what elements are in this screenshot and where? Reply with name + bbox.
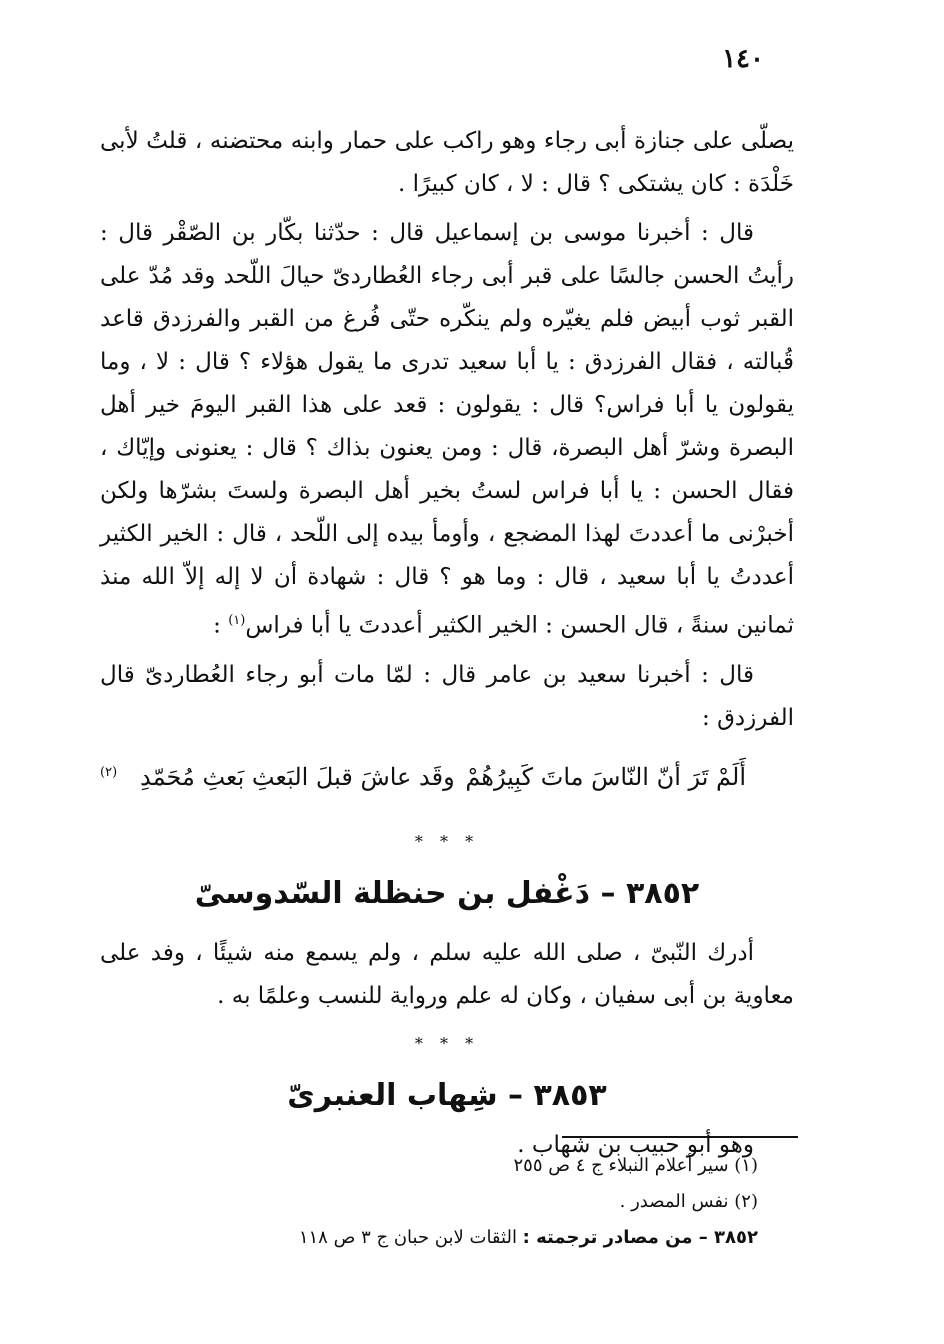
- paragraph-hasan-farazdaq: [100, 212, 794, 648]
- footnote-3-source: الثقات لابن حبان ج ٣ ص ١١٨: [298, 1227, 523, 1248]
- poem-second-hemistich: [100, 748, 455, 802]
- entry-body-3853: وهو أبو حبيب بن شهاب .: [517, 1131, 754, 1158]
- footnote-2: (٢) نفس المصدر .: [619, 1191, 758, 1212]
- footnote-1: (١) سير أعلام النبلاء ج ٤ ص ٢٥٥: [513, 1155, 758, 1176]
- footnotes: [198, 1148, 758, 1256]
- section-separator: * * *: [414, 831, 480, 851]
- paragraph-continuation: يصلّى على جنازة أبى رجاء وهو راكب على حمار وابنه محتضنه ، قلتُ لأبى خَلْدَة : كان يشتكى ؟ قال : لا ، كان كبيرًا .: [100, 128, 794, 197]
- footnote-3-lead: ٣٨٥٢ – من مصادر ترجمته :: [522, 1227, 758, 1248]
- footnote-divider: [562, 1136, 798, 1138]
- poem-second-hemistich-text: وقَد عاشَ قبلَ البَعثِ بَعثِ مُحَمّدِ: [140, 762, 455, 791]
- entry-body-3852: أدرك النّبىّ ، صلى الله عليه سلم ، ولم يسمع منه شيئًا ، وفد على معاوية بن أبى سفيان ، وكان له علم ورواية للنسب وعلمًا به .: [100, 939, 794, 1009]
- poem-verse: [100, 748, 794, 802]
- entry-heading-3853: ٣٨٥٣ – شِهاب العنبرىّ: [287, 1077, 607, 1113]
- paragraph-farazdaq-poem-intro: قال : أخبرنا سعيد بن عامر قال : لمّا مات أبو رجاء العُطاردىّ قال الفرزدق :: [100, 661, 794, 731]
- poem-first-hemistich: أَلَمْ تَرَ أنّ النّاسَ ماتَ كَبِيرُهُمْ: [465, 762, 746, 791]
- section-separator: * * *: [414, 1033, 480, 1053]
- footnote-ref-2[interactable]: (٢): [100, 764, 118, 780]
- entry-heading-3852: ٣٨٥٢ – دَغْفل بن حنظلة السّدوسىّ: [194, 875, 700, 911]
- page-number: ١٤٠: [722, 44, 764, 74]
- main-text: [100, 120, 794, 1167]
- paragraph-hasan-farazdaq-text: قال : أخبرنا موسى بن إسماعيل قال : حدّثنا بكّار بن الصّقْر قال : رأيتُ الحسن جالسًا على قبر أبى رجاء العُطاردىّ حيالَ اللّحد وقد مُدّ على القبر ثوب أبيض فلم يغيّره ولم ينكّره حتّى فُرغ من القبر والفرزدق قاعد قُبالته ، فقال الفرزدق : يا أبا سعيد تدرى ما يقول هؤلاء ؟ قال : لا ، وما يقولون يا أبا فراس؟ قال : يقولون : قعد على هذا القبر اليومَ خير أهل البصرة وشرّ أهل البصرة، قال : ومن يعنون بذاك ؟ قال : يعنونى وإيّاك ، فقال الحسن : يا أبا فراس لستُ بخير أهل البصرة ولستَ بشرّها ولكن أخبرْنى ما أعددتَ لهذا المضجع ، وأومأ بيده إلى اللّحد ، قال : الخير الكثير أعددتُ يا أبا سعيد ، قال : وما هو ؟ قال : شهادة أن لا إله إلاّ الله منذ ثمانين سنةً ، قال الحسن : الخير الكثير أعددتَ يا أبا فراس: [100, 220, 795, 639]
- paragraph-hasan-farazdaq-tail: :: [213, 612, 229, 639]
- footnote-3: [198, 1220, 758, 1256]
- footnote-ref-1[interactable]: (١): [228, 613, 246, 628]
